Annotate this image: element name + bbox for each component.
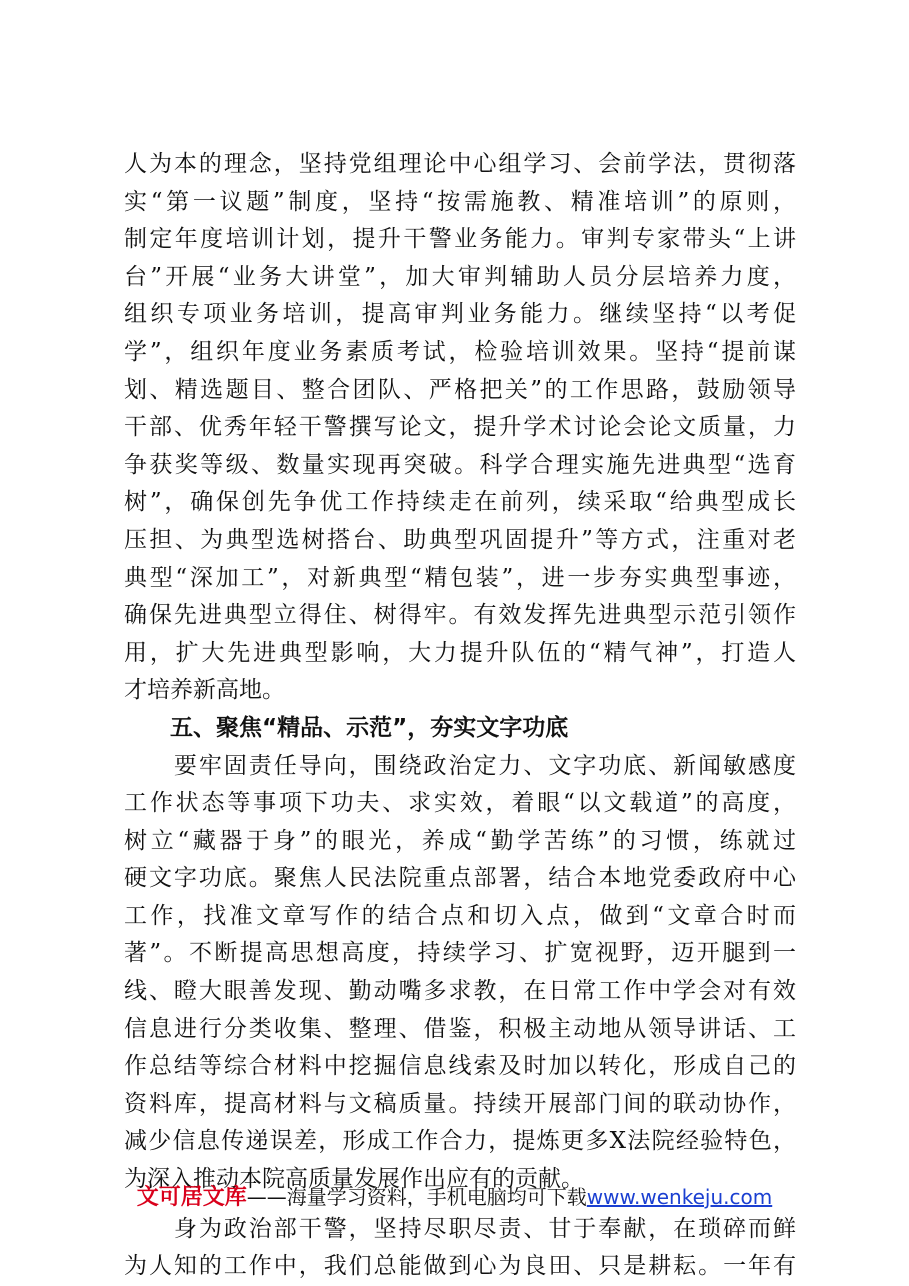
text-line: 才培养新高地。: [124, 677, 285, 704]
text-line: 实“第一议题”制度，坚持“按需施教、精准培训”的原则，: [124, 188, 796, 215]
text-line: 台”开展“业务大讲堂”，加大审判辅助人员分层培养力度，: [124, 263, 796, 290]
text-line: 资料库，提高材料与文稿质量。持续开展部门间的联动协作，: [124, 1090, 796, 1117]
text-line: 人为本的理念，坚持党组理论中心组学习、会前学法，贯彻落: [124, 151, 796, 177]
text-line: 用，扩大先进典型影响，大力提升队伍的“精气神”，打造人: [124, 639, 796, 666]
paragraph-conclusion: [124, 1211, 796, 1286]
text-line: 为人知的工作中，我们总能做到心为良田、只是耕耘。一年有: [124, 1253, 796, 1280]
footer-banner: [0, 1180, 909, 1211]
text-line: 典型“深加工”，对新典型“精包装”，进一步夯实典型事迹，: [124, 564, 796, 591]
footer-website-link[interactable]: www.wenkeju.com: [586, 1185, 773, 1209]
text-line: 身为政治部干警，坚持尽职尽责、甘于奉献，在琐碎而鲜: [124, 1215, 796, 1242]
text-line: 作总结等综合材料中挖掘信息线索及时加以转化，形成自己的: [124, 1053, 796, 1080]
paragraph-talent-training: [124, 146, 796, 710]
footer-brand: 文可居文库: [136, 1185, 247, 1210]
text-line: 线、瞪大眼善发现、勤动嘴多求教，在日常工作中学会对有效: [124, 978, 796, 1005]
text-line: 要牢固责任导向，围绕政治定力、文字功底、新闻敏感度: [124, 752, 796, 779]
text-line: 工作状态等事项下功夫、求实效，着眼“以文载道”的高度，: [124, 790, 796, 817]
text-line: 干部、优秀年轻干警撰写论文，提升学术讨论会论文质量，力: [124, 414, 796, 441]
text-line: 工作，找准文章写作的结合点和切入点，做到“文章合时而: [124, 902, 796, 929]
text-line: 确保先进典型立得住、树得牢。有效发挥先进典型示范引领作: [124, 602, 796, 629]
text-line: 制定年度培训计划，提升干警业务能力。审判专家带头“上讲: [124, 226, 796, 253]
text-line: 学”，组织年度业务素质考试，检验培训效果。坚持“提前谋: [124, 338, 796, 365]
text-line: 减少信息传递误差，形成工作合力，提炼更多X法院经验特色，: [124, 1128, 796, 1155]
text-line: 硬文字功底。聚焦人民法院重点部署，结合本地党委政府中心: [124, 865, 796, 892]
text-line: 划、精选题目、整合团队、严格把关”的工作思路，鼓励领导: [124, 376, 796, 403]
text-line: 为深入推动本院高质量发展作出应有的贡献。: [124, 1166, 584, 1193]
text-line: 信息进行分类收集、整理、借鉴，积极主动地从领导讲话、工: [124, 1015, 796, 1042]
text-line: 树立“藏器于身”的眼光，养成“勤学苦练”的习惯，练就过: [124, 827, 796, 854]
text-line: 压担、为典型选树搭台、助典型巩固提升”等方式，注重对老: [124, 526, 796, 553]
paragraph-writing-skills: [124, 748, 796, 1199]
text-line: 争获奖等级、数量实现再突破。科学合理实施先进典型“选育: [124, 451, 796, 478]
footer-tagline: ——海量学习资料，手机电脑均可下载: [246, 1185, 587, 1209]
text-line: 组织专项业务培训，提高审判业务能力。继续坚持“以考促: [124, 301, 796, 328]
section-heading: 五、聚焦“精品、示范”，夯实文字功底: [170, 714, 569, 741]
text-line: 树”，确保创先争优工作持续走在前列，续采取“给典型成长: [124, 489, 796, 516]
document-body: [124, 146, 796, 1286]
text-line: 著”。不断提高思想高度，持续学习、扩宽视野，迈开腿到一: [124, 940, 796, 967]
